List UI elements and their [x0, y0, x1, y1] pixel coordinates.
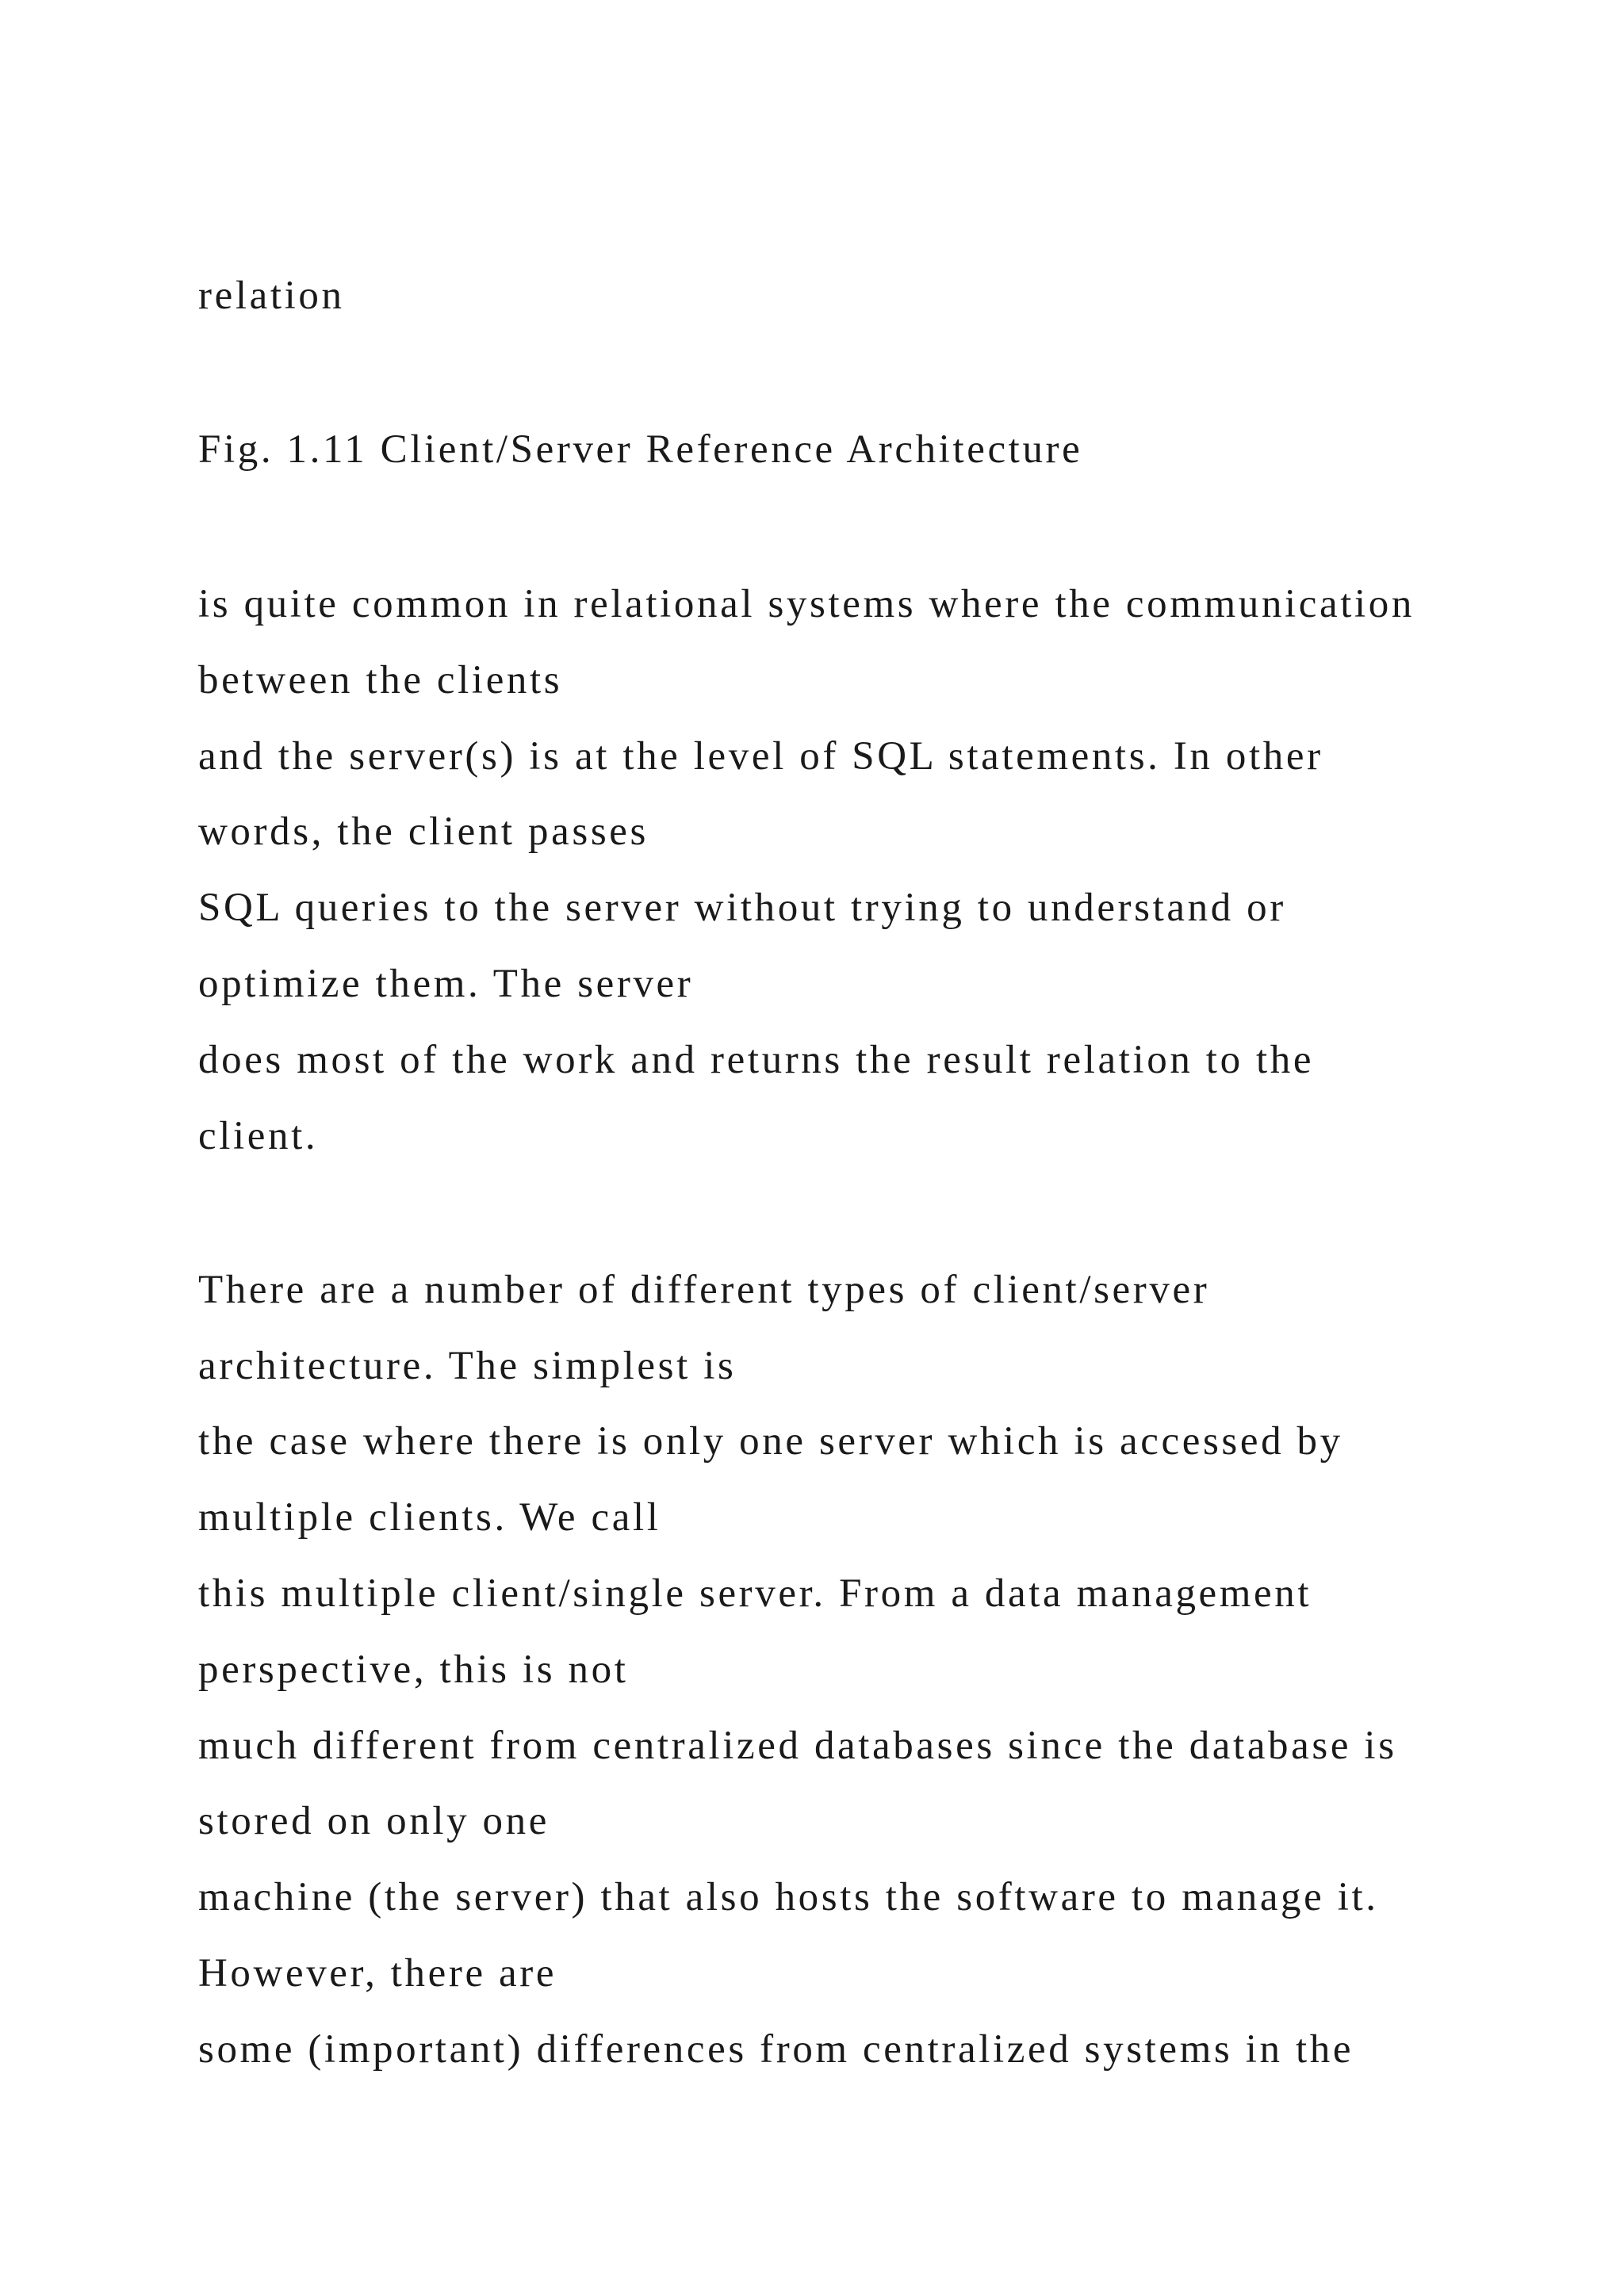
text-line: However, there are: [198, 1951, 557, 1996]
text-line: machine (the server) that also hosts the software to manage it.: [198, 1875, 1379, 1919]
text-line: optimize them. The server: [198, 962, 694, 1006]
fragment-word: relation: [198, 274, 345, 318]
text-line: stored on only one: [198, 1799, 550, 1843]
text-line: architecture. The simplest is: [198, 1344, 737, 1388]
text-line: words, the client passes: [198, 809, 649, 854]
text-line: perspective, this is not: [198, 1647, 629, 1692]
text-line: multiple clients. We call: [198, 1495, 661, 1540]
text-line: client.: [198, 1114, 319, 1158]
text-line: much different from centralized databases since the database is: [198, 1724, 1397, 1768]
text-line: some (important) differences from centralized systems in the: [198, 2027, 1354, 2072]
text-line: and the server(s) is at the level of SQL statements. In other: [198, 734, 1323, 779]
text-line: There are a number of different types of client/server: [198, 1268, 1210, 1312]
text-line: between the clients: [198, 658, 563, 702]
text-line: this multiple client/single server. From a data management: [198, 1571, 1312, 1616]
text-line: the case where there is only one server which is accessed by: [198, 1419, 1343, 1464]
text-line: is quite common in relational systems where the communication: [198, 582, 1415, 626]
text-line: SQL queries to the server without trying to understand or: [198, 886, 1286, 930]
figure-caption: Fig. 1.11 Client/Server Reference Architecture: [198, 427, 1083, 472]
text-line: does most of the work and returns the result relation to the: [198, 1038, 1315, 1082]
